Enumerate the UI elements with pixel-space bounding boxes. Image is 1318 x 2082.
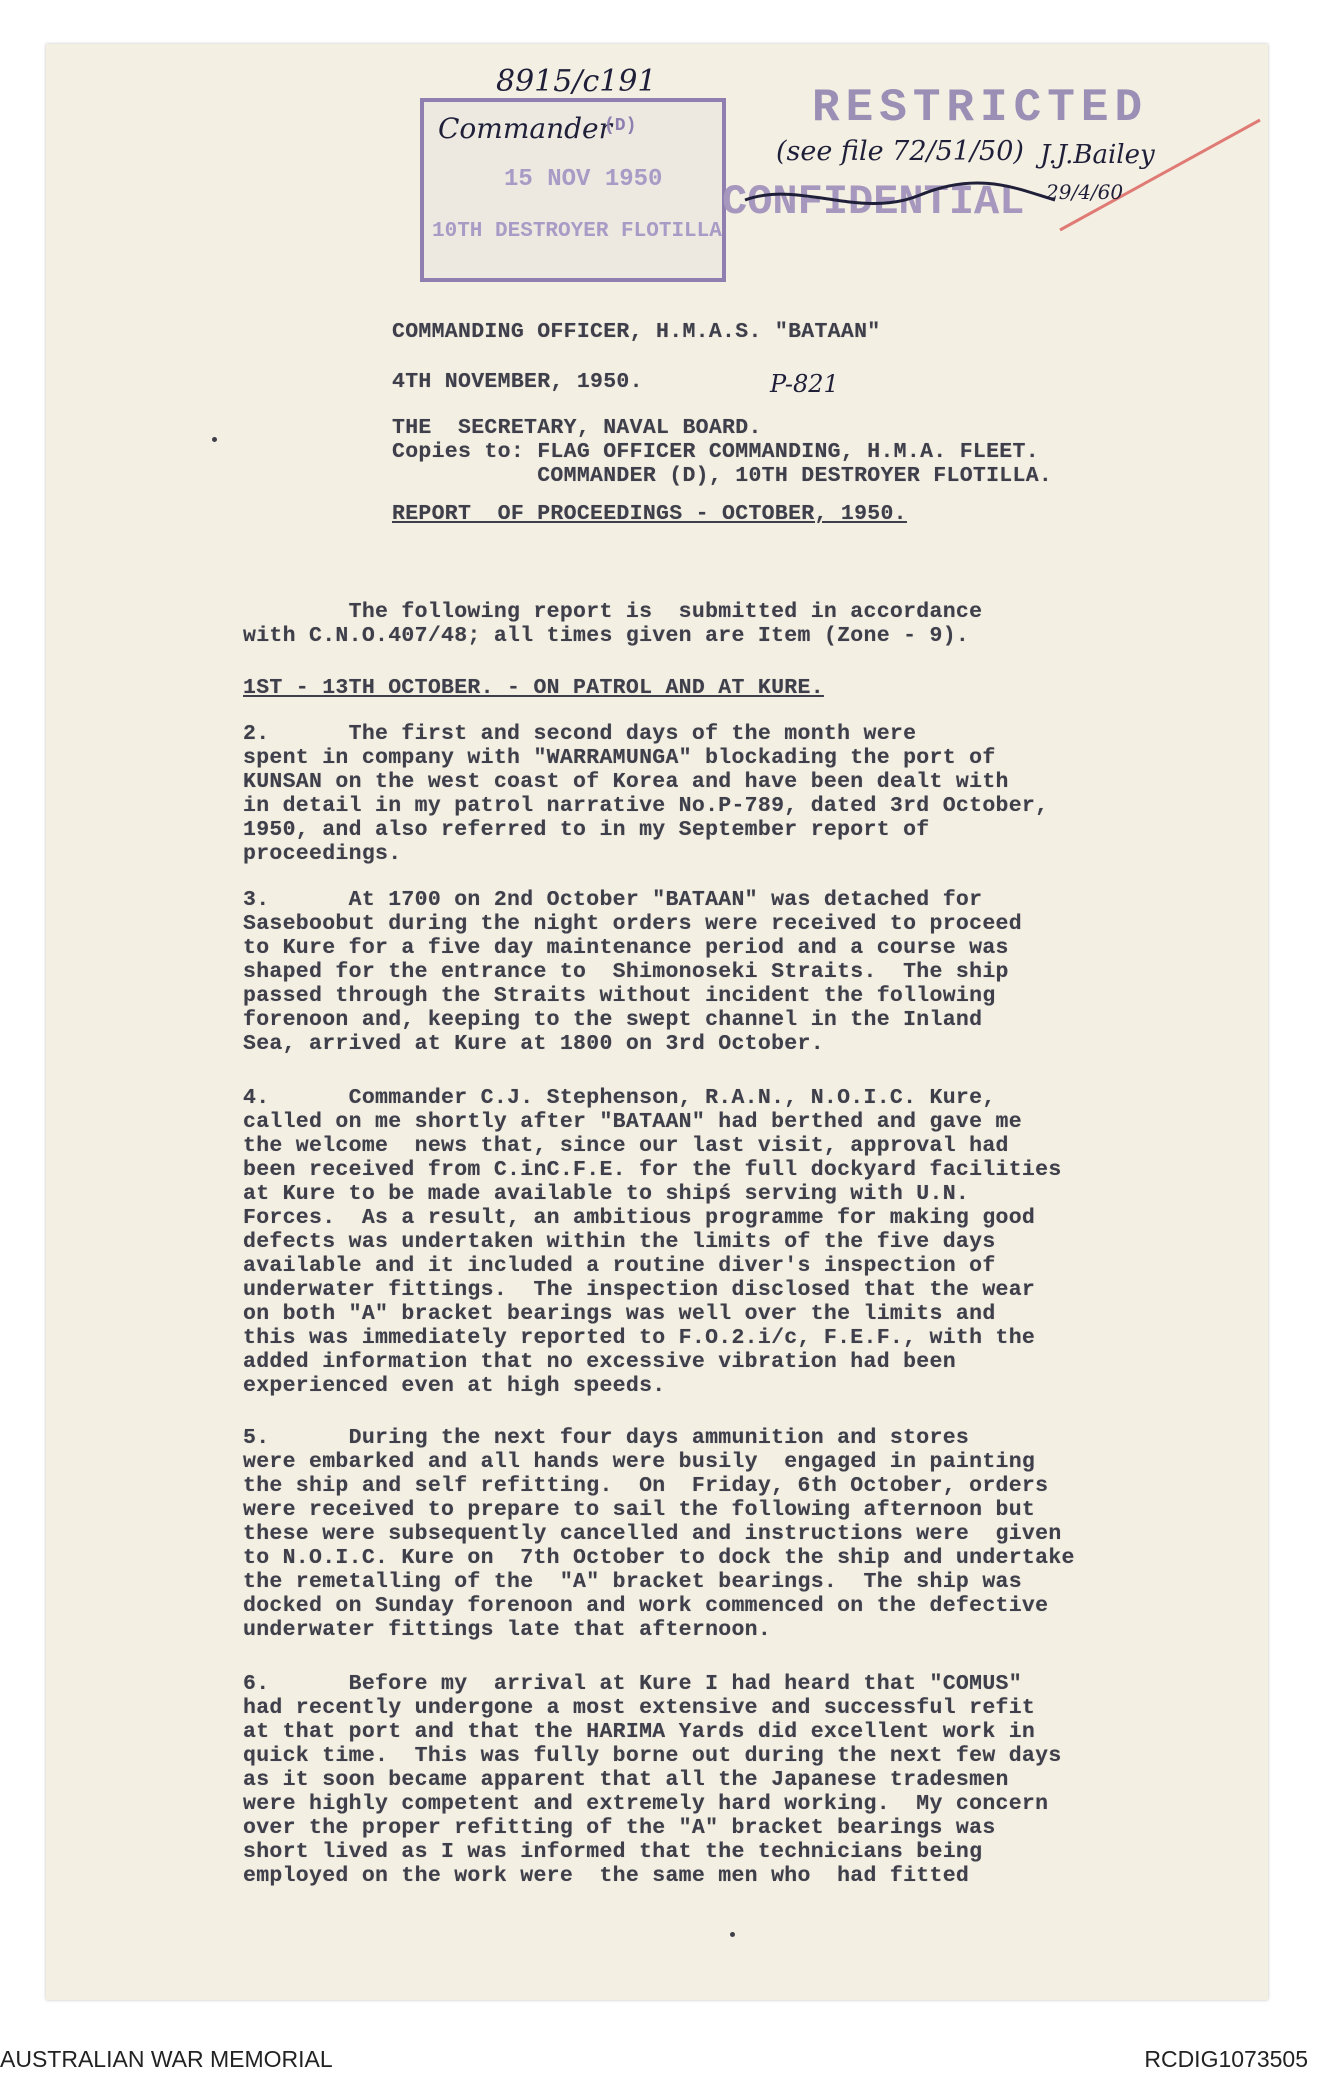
- stamp-date: 15 NOV 1950: [504, 166, 663, 193]
- text-line: Forces. As a result, an ambitious programme for making good: [243, 1206, 1036, 1230]
- punch-dot: [212, 437, 217, 442]
- text-line: were highly competent and extremely hard working. My concern: [243, 1792, 1049, 1816]
- text-line: quick time. This was fully borne out during the next few days: [243, 1744, 1062, 1768]
- text-line: 1950, and also referred to in my September report of: [243, 818, 930, 842]
- text-line: as it soon became apparent that all the Japanese tradesmen: [243, 1768, 1009, 1792]
- text-line: 6. Before my arrival at Kure I had heard that "COMUS": [243, 1672, 1022, 1696]
- section-heading: 1ST - 13TH OCTOBER. - ON PATROL AND AT KURE.: [243, 676, 824, 700]
- text-line: employed on the work were the same men who had fitted: [243, 1864, 970, 1888]
- restricted-stamp: RESTRICTED: [812, 82, 1149, 134]
- received-stamp: [420, 98, 726, 282]
- text-line: docked on Sunday forenoon and work commenced on the defective: [243, 1594, 1049, 1618]
- text-line: 2. The first and second days of the month were: [243, 722, 917, 746]
- confidential-stamp-struck: CONFIDENTIAL: [722, 178, 1025, 226]
- copies-line-2: COMMANDER (D), 10TH DESTROYER FLOTILLA.: [392, 464, 1053, 488]
- copies-line-1: Copies to: FLAG OFFICER COMMANDING, H.M.A. FLEET.: [392, 440, 1039, 464]
- archive-id: RCDIG1073505: [1144, 2046, 1308, 2072]
- text-line: Sea, arrived at Kure at 1800 on 3rd October.: [243, 1032, 824, 1056]
- see-file-note: (see file 72/51/50): [776, 136, 1024, 167]
- subject-line: REPORT OF PROCEEDINGS - OCTOBER, 1950.: [392, 502, 907, 526]
- text-line: spent in company with "WARRAMUNGA" blockading the port of: [243, 746, 996, 770]
- reference-number: P-821: [770, 370, 839, 398]
- text-line: Saseboobut during the night orders were received to proceed: [243, 912, 1022, 936]
- signature-date: 29/4/60: [1046, 180, 1124, 204]
- text-line: forenoon and, keeping to the swept channel in the Inland: [243, 1008, 983, 1032]
- text-line: underwater fittings. The inspection disclosed that the wear: [243, 1278, 1036, 1302]
- text-line: these were subsequently cancelled and instructions were given: [243, 1522, 1062, 1546]
- commander-handwritten-note: Commander: [438, 112, 612, 145]
- text-line: shaped for the entrance to Shimonoseki Straits. The ship: [243, 960, 1009, 984]
- text-line: passed through the Straits without incident the following: [243, 984, 996, 1008]
- text-line: available and it included a routine diver's inspection of: [243, 1254, 996, 1278]
- text-line: proceedings.: [243, 842, 402, 866]
- text-line: were embarked and all hands were busily engaged in painting: [243, 1450, 1036, 1474]
- text-line: 5. During the next four days ammunition and stores: [243, 1426, 970, 1450]
- text-line: KUNSAN on the west coast of Korea and have been dealt with: [243, 770, 1009, 794]
- text-line: called on me shortly after "BATAAN" had berthed and gave me: [243, 1110, 1022, 1134]
- text-line: on both "A" bracket bearings was well over the limits and: [243, 1302, 996, 1326]
- text-line: with C.N.O.407/48; all times given are Item (Zone - 9).: [243, 624, 970, 648]
- text-line: the welcome news that, since our last visit, approval had: [243, 1134, 1009, 1158]
- text-line: the ship and self refitting. On Friday, 6th October, orders: [243, 1474, 1049, 1498]
- strike-through-mark: [740, 170, 1060, 230]
- stamp-unit: 10TH DESTROYER FLOTILLA: [432, 220, 722, 243]
- text-line: underwater fittings late that afternoon.: [243, 1618, 772, 1642]
- stamp-suffix: (D): [604, 116, 637, 136]
- text-line: experienced even at high speeds.: [243, 1374, 666, 1398]
- text-line: to Kure for a five day maintenance period and a course was: [243, 936, 1009, 960]
- text-line: this was immediately reported to F.O.2.i/c, F.E.F., with the: [243, 1326, 1036, 1350]
- text-line: 4. Commander C.J. Stephenson, R.A.N., N.O.I.C. Kure,: [243, 1086, 996, 1110]
- signature: J.J.Bailey: [1040, 140, 1155, 170]
- text-line: had recently undergone a most extensive and successful refit: [243, 1696, 1036, 1720]
- text-line: to N.O.I.C. Kure on 7th October to dock the ship and undertake: [243, 1546, 1075, 1570]
- text-line: over the proper refitting of the "A" bracket bearings was: [243, 1816, 996, 1840]
- text-line: defects was undertaken within the limits of the five days: [243, 1230, 996, 1254]
- text-line: the remetalling of the "A" bracket bearings. The ship was: [243, 1570, 1022, 1594]
- page-dot: [730, 1932, 735, 1937]
- date-line: 4TH NOVEMBER, 1950.: [392, 370, 643, 394]
- text-line: 3. At 1700 on 2nd October "BATAAN" was detached for: [243, 888, 983, 912]
- text-line: added information that no excessive vibration had been: [243, 1350, 956, 1374]
- text-line: at that port and that the HARIMA Yards did excellent work in: [243, 1720, 1036, 1744]
- text-line: in detail in my patrol narrative No.P-789, dated 3rd October,: [243, 794, 1049, 818]
- text-line: were received to prepare to sail the following afternoon but: [243, 1498, 1036, 1522]
- text-line: at Kure to be made available to shipś serving with U.N.: [243, 1182, 970, 1206]
- text-line: short lived as I was informed that the technicians being: [243, 1840, 983, 1864]
- text-line: been received from C.inC.F.E. for the full dockyard facilities: [243, 1158, 1062, 1182]
- red-pencil-mark: [1050, 110, 1270, 240]
- file-reference-handwritten: 8915/c191: [496, 64, 657, 99]
- archive-label: AUSTRALIAN WAR MEMORIAL: [0, 2046, 333, 2072]
- addressee-line: THE SECRETARY, NAVAL BOARD.: [392, 416, 762, 440]
- from-line: COMMANDING OFFICER, H.M.A.S. "BATAAN": [392, 320, 881, 344]
- text-line: The following report is submitted in accordance: [243, 600, 983, 624]
